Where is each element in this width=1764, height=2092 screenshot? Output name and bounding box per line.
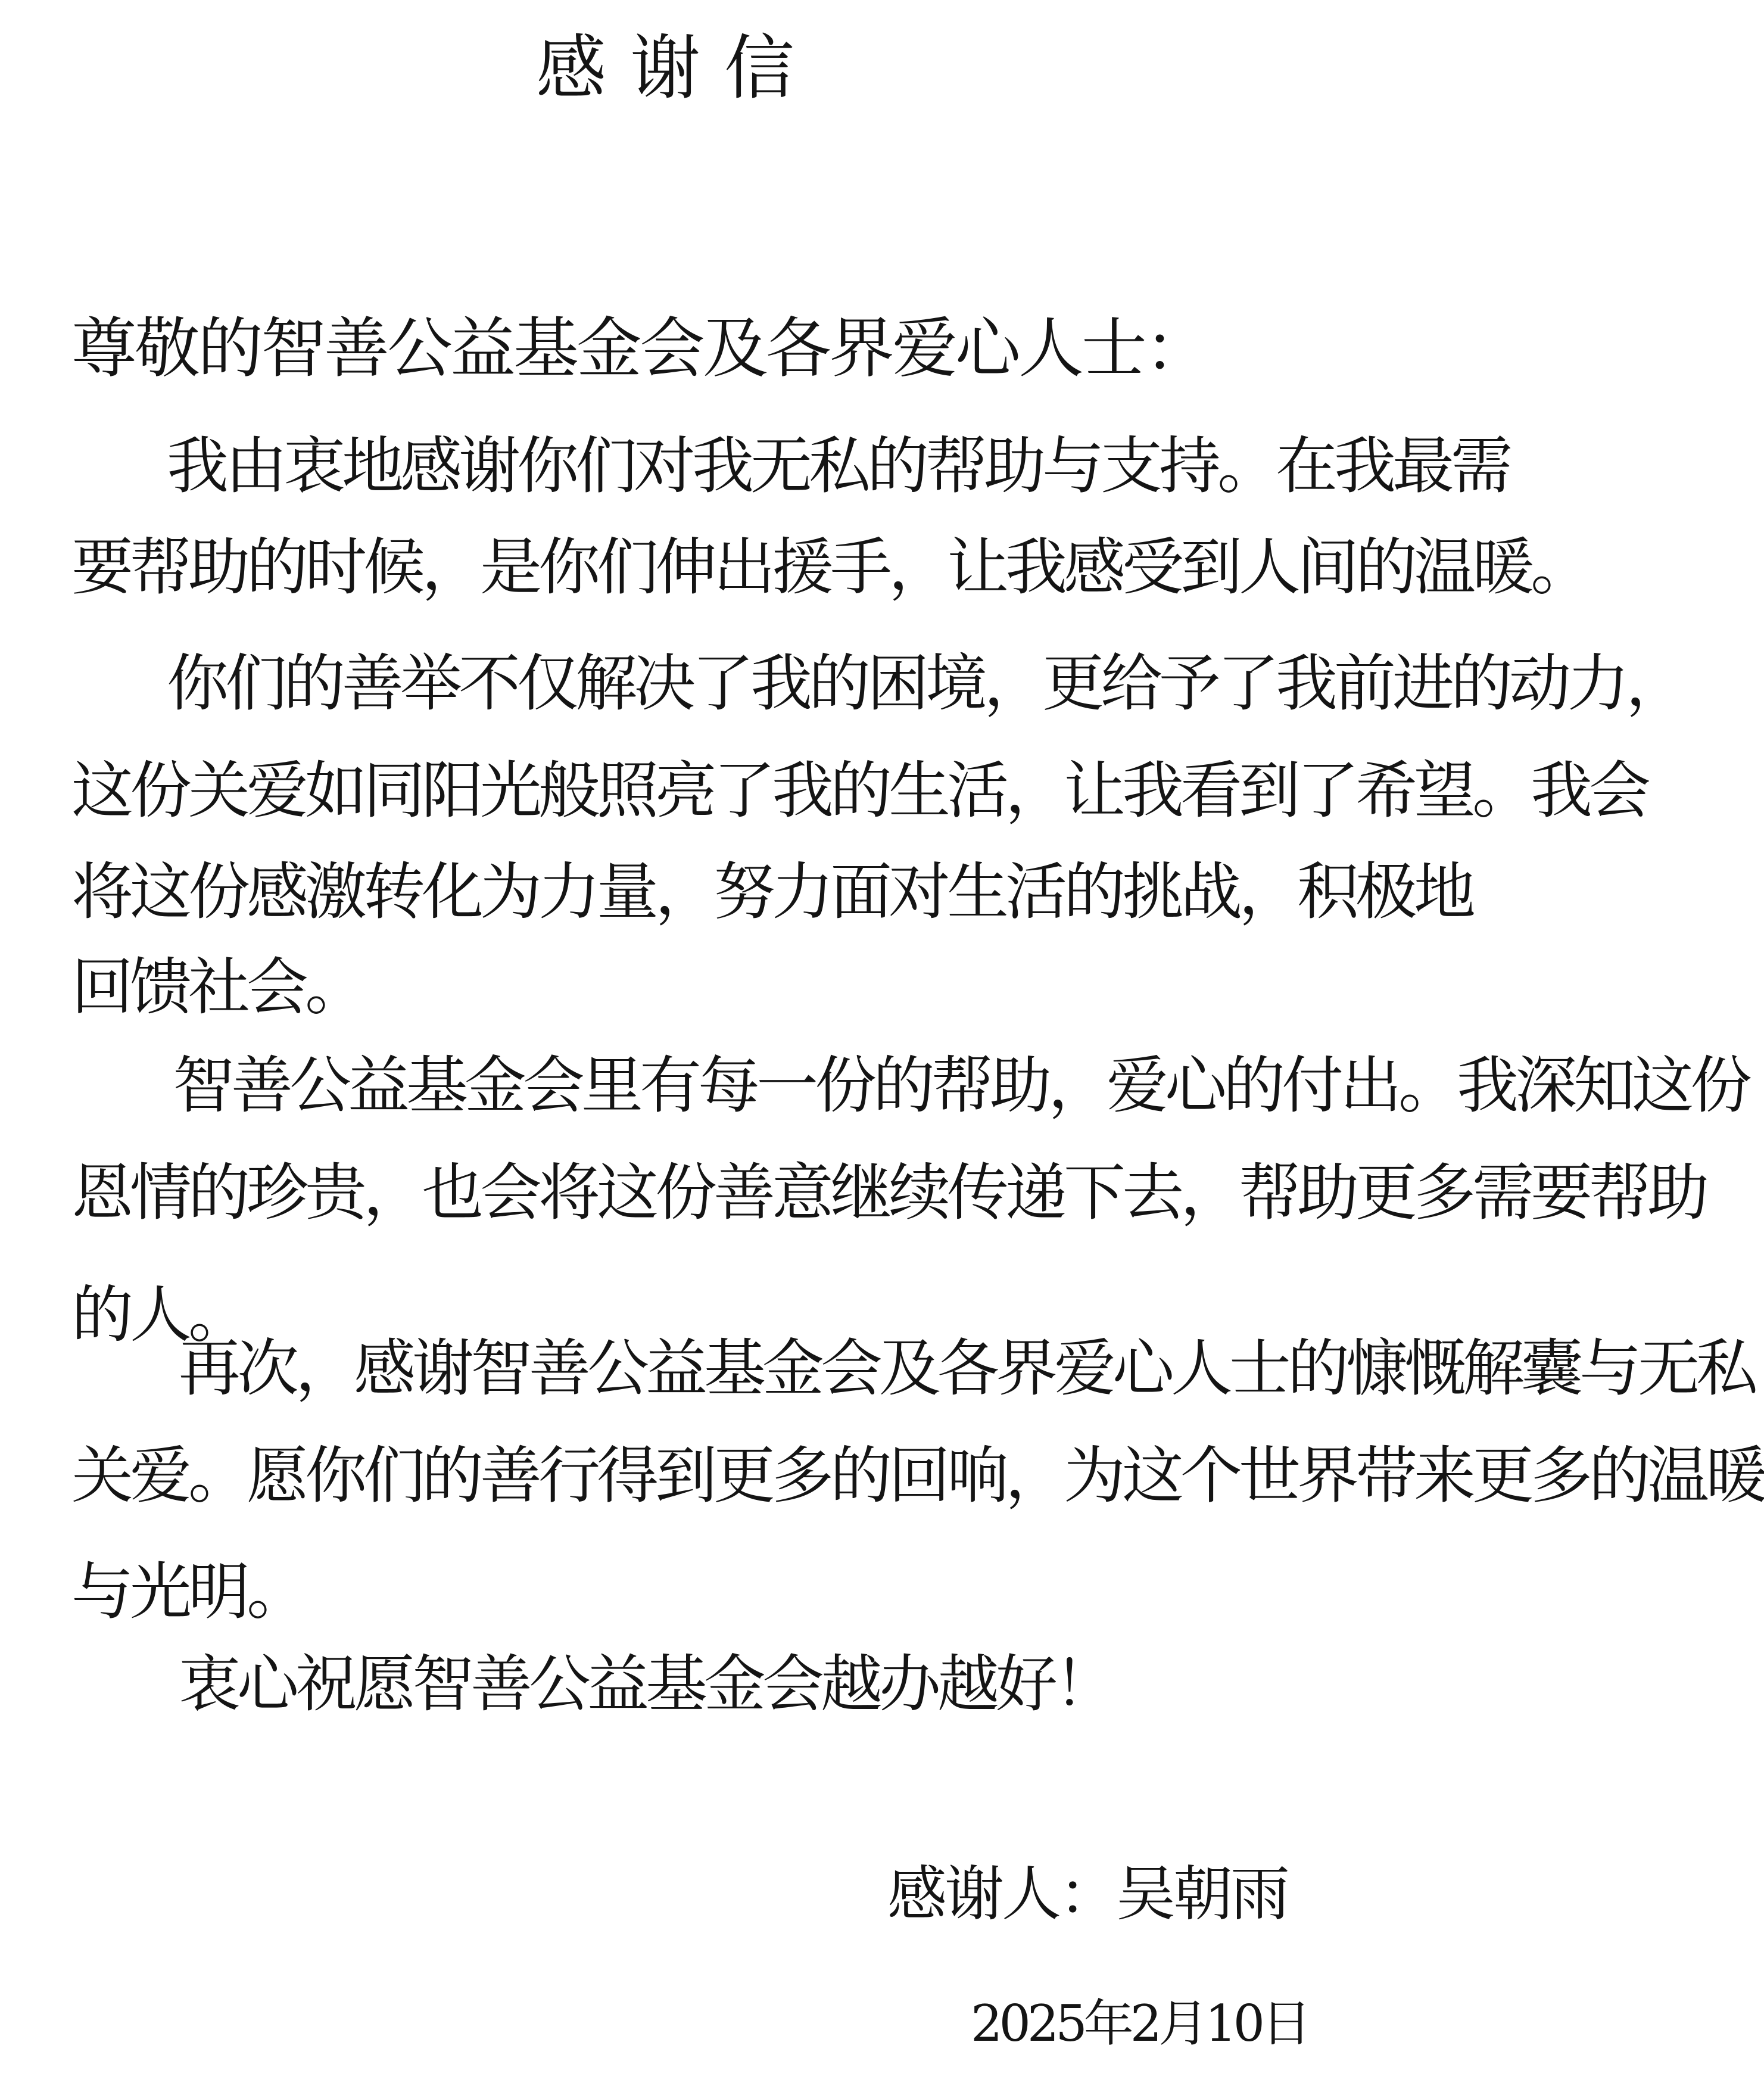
letter-closing: 衷心祝愿智善公益基金会越办越好！ (179, 1648, 1113, 1720)
letter-line: 恩情的珍贵，也会将这份善意继续传递下去，帮助更多需要帮助 (71, 1156, 1706, 1229)
letter-line: 我由衷地感谢你们对我无私的帮助与支持。在我最需 (167, 429, 1510, 502)
letter-date: 2025年2月10日 (971, 1994, 1308, 2053)
letter-line: 你们的善举不仅解决了我的困境，更给予了我前进的动力， (167, 647, 1685, 720)
letter-line: 再次，感谢智善公益基金会及各界爱心人士的慷慨解囊与无私 (179, 1332, 1755, 1405)
letter-line: 要帮助的时候，是你们伸出援手，让我感受到人间的温暖。 (71, 531, 1590, 603)
letter-line: 关爱。愿你们的善行得到更多的回响，为这个世界带来更多的温暖 (71, 1439, 1764, 1512)
letter-line: 与光明。 (71, 1555, 306, 1628)
letter-line: 智善公益基金会里有每一份的帮助，爱心的付出。我深知这份 (173, 1049, 1749, 1122)
letter-line: 这份关爱如同阳光般照亮了我的生活，让我看到了希望。我会 (71, 754, 1648, 827)
letter-line: 回馈社会。 (71, 951, 364, 1023)
letter-line: 的人。 (71, 1278, 247, 1351)
letter-salutation: 尊敬的智善公益基金会及各界爱心人士： (71, 310, 1208, 387)
letter-line: 将这份感激转化为力量，努力面对生活的挑战，积极地 (71, 855, 1473, 928)
letter-signer: 感谢人：吴朝雨 (887, 1859, 1288, 1929)
letter-title: 感谢信 (536, 27, 819, 109)
